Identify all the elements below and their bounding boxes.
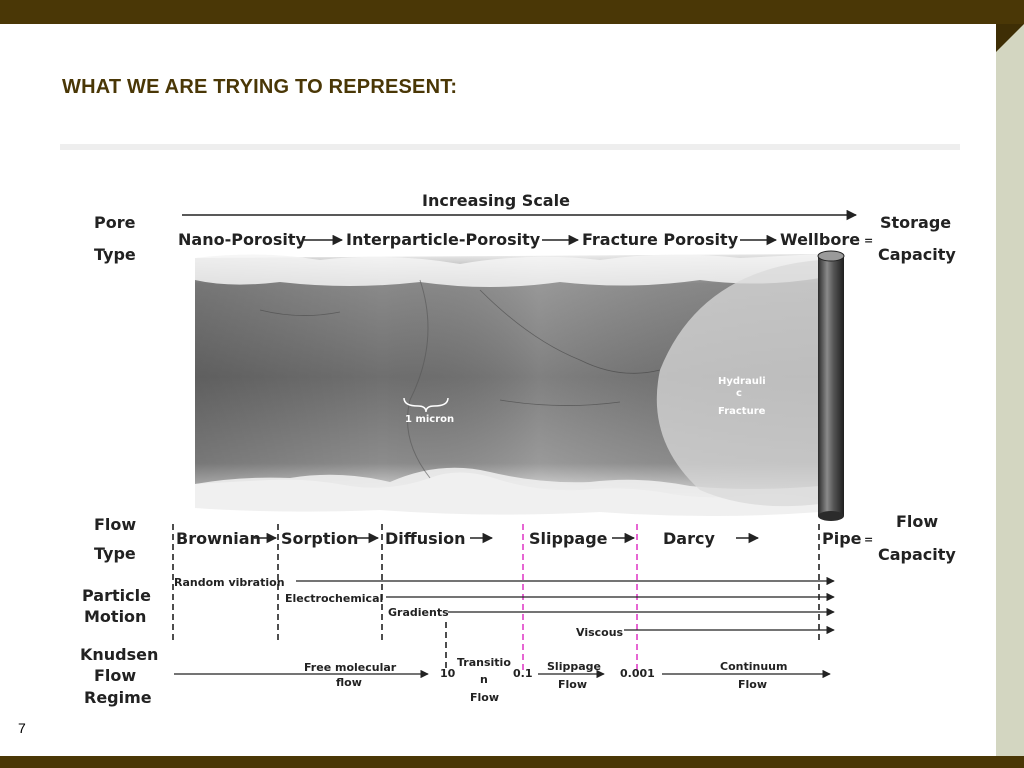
bottom-bar (0, 756, 1024, 768)
pore-label-1: Pore (94, 213, 136, 232)
flow-diffusion: Diffusion (385, 529, 466, 548)
pore-label-2: Type (94, 245, 136, 264)
page-number: 7 (18, 720, 26, 736)
motion-viscous: Viscous (576, 626, 624, 639)
knudsen-slippage-2: Flow (558, 678, 588, 691)
flow-label-1: Flow (94, 515, 137, 534)
motion-random: Random vibration (174, 576, 285, 589)
flow-brownian: Brownian (176, 529, 261, 548)
equals-storage: = (864, 234, 874, 247)
slide-title: WHAT WE ARE TRYING TO REPRESENT: (62, 76, 458, 98)
knudsen-continuum-2: Flow (738, 678, 768, 691)
knudsen-label-3: Regime (84, 688, 152, 707)
knudsen-slippage-1: Slippage (547, 660, 601, 673)
knudsen-continuum-1: Continuum (720, 660, 788, 673)
flow-capacity-1: Flow (896, 512, 939, 531)
motion-gradients: Gradients (388, 606, 449, 619)
motion-label-2: Motion (84, 607, 147, 626)
knudsen-free-2: flow (336, 676, 362, 689)
knudsen-0-001: 0.001 (620, 667, 655, 680)
top-bar (0, 0, 1024, 24)
flow-slippage: Slippage (529, 529, 608, 548)
pore-fracture: Fracture Porosity (582, 230, 739, 249)
knudsen-10: 10 (440, 667, 456, 680)
storage-label-2: Capacity (878, 245, 956, 264)
pore-interparticle: Interparticle-Porosity (346, 230, 541, 249)
motion-label-1: Particle (82, 586, 151, 605)
flow-label-2: Type (94, 544, 136, 563)
flow-capacity-2: Capacity (878, 545, 956, 564)
corner-fold (996, 24, 1024, 52)
micron-label: 1 micron (405, 414, 455, 425)
knudsen-free-1: Free molecular (304, 661, 397, 674)
knudsen-transition-3: Flow (470, 691, 500, 704)
scale-label: Increasing Scale (422, 191, 570, 210)
knudsen-0-1: 0.1 (513, 667, 533, 680)
flow-sorption: Sorption (281, 529, 359, 548)
pore-wellbore: Wellbore (780, 230, 861, 249)
flow-regime-diagram (60, 140, 960, 720)
pore-nano: Nano-Porosity (178, 230, 306, 249)
fracture-label-3: Fracture (718, 406, 766, 417)
right-sidebar (996, 24, 1024, 756)
fracture-label-1: Hydrauli (718, 376, 766, 387)
flow-darcy: Darcy (663, 529, 715, 548)
knudsen-label-2: Flow (94, 666, 137, 685)
flow-pipe: Pipe (822, 529, 862, 548)
header-shadow (60, 144, 960, 150)
equals-flow: = (864, 533, 874, 546)
wellbore-pipe (818, 251, 844, 521)
motion-electrochemical: Electrochemical (285, 592, 384, 605)
storage-label-1: Storage (880, 213, 952, 232)
knudsen-transition-2: n (480, 673, 488, 686)
fracture-label-2: c (736, 388, 742, 399)
knudsen-transition-1: Transitio (457, 656, 511, 669)
knudsen-label-1: Knudsen (80, 645, 159, 664)
